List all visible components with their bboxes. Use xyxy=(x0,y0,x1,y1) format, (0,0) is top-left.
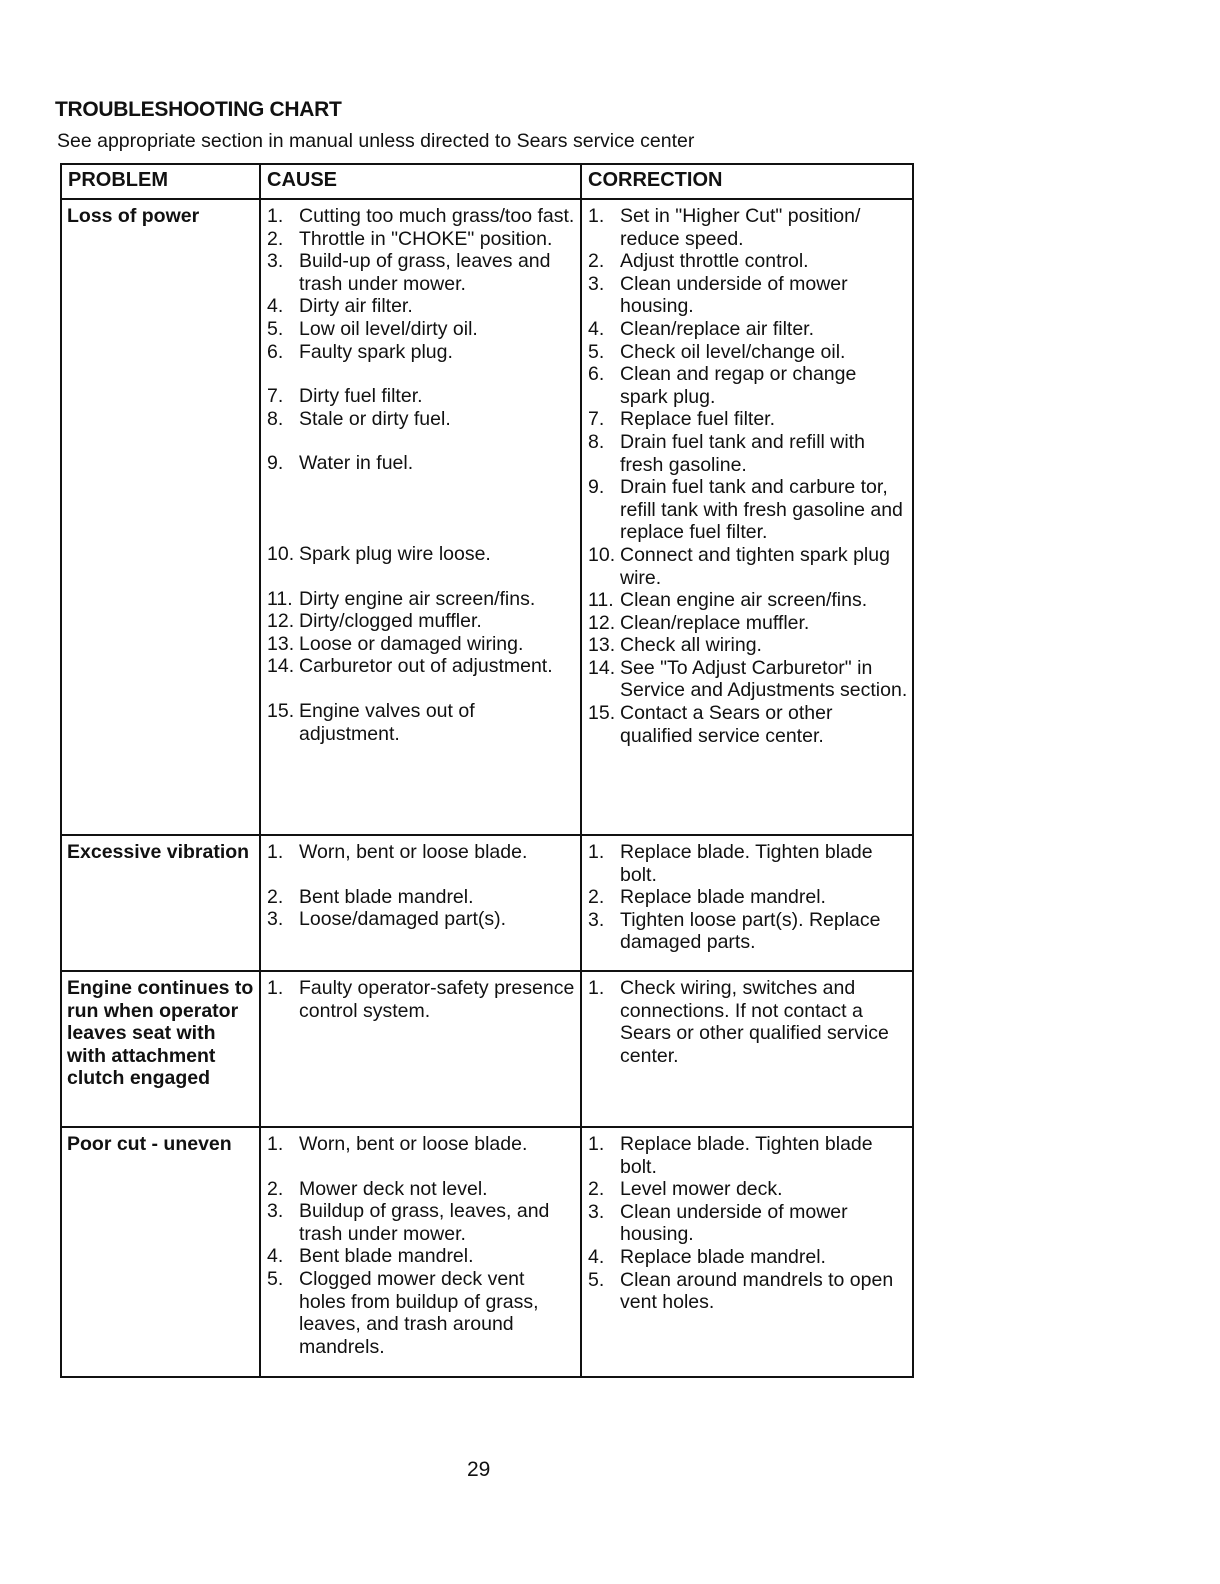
list-item xyxy=(267,908,576,931)
item-text: Cutting too much grass/too fast. xyxy=(299,205,575,227)
item-number: 14. xyxy=(588,656,616,679)
list-item xyxy=(267,318,576,341)
item-number: 1. xyxy=(267,977,284,999)
item-number: 5. xyxy=(588,340,605,363)
item-text: Throttle in "CHOKE" position. xyxy=(299,227,553,250)
list-item xyxy=(588,408,908,431)
item-text: Stale or dirty fuel. xyxy=(299,407,451,430)
item-text: Check oil level/change oil. xyxy=(620,340,846,363)
item-text: Worn, bent or loose blade. xyxy=(299,841,528,863)
item-text: Replace blade. Tighten blade bolt. xyxy=(620,841,873,886)
correction-list xyxy=(588,841,908,954)
header-cause: CAUSE xyxy=(260,164,581,199)
item-number: 4. xyxy=(588,317,605,340)
list-item xyxy=(588,1246,908,1269)
item-number: 2. xyxy=(267,227,284,250)
item-number: 1. xyxy=(588,977,605,999)
item-text: Replace blade mandrel. xyxy=(620,1245,826,1268)
item-number: 3. xyxy=(267,908,284,931)
problem-cell: Poor cut - uneven xyxy=(61,1127,260,1377)
item-number: 1. xyxy=(588,841,605,863)
list-item xyxy=(267,588,576,611)
list-item xyxy=(588,363,908,408)
problem-cell: Engine continues to run when operator leaves seat with with attachment clutch engaged xyxy=(61,971,260,1127)
item-number: 14. xyxy=(267,655,295,678)
item-number: 12. xyxy=(588,611,616,634)
table-row xyxy=(61,971,913,1127)
item-number: 6. xyxy=(588,363,605,386)
item-number: 1. xyxy=(267,205,284,227)
item-text: Clean and regap or change spark plug. xyxy=(620,363,857,408)
item-number: 15. xyxy=(588,702,616,725)
list-item xyxy=(267,1245,576,1268)
item-number: 3. xyxy=(588,272,605,295)
correction-list xyxy=(588,205,908,747)
list-item xyxy=(267,633,576,656)
item-text: Low oil level/dirty oil. xyxy=(299,317,478,340)
item-number: 2. xyxy=(267,885,284,908)
item-text: Contact a Sears or other qualified service center. xyxy=(620,702,833,747)
cause-list xyxy=(267,205,576,745)
item-text: Dirty air filter. xyxy=(299,295,413,318)
item-text: Clean underside of mower housing. xyxy=(620,1200,848,1246)
list-item xyxy=(588,341,908,364)
item-text: Dirty engine air screen/fins. xyxy=(299,587,536,610)
list-item xyxy=(267,1178,576,1201)
item-text: Dirty/clogged muffler. xyxy=(299,610,482,633)
correction-cell xyxy=(581,199,913,835)
chart-title: TROUBLESHOOTING CHART xyxy=(55,98,342,121)
item-number: 13. xyxy=(267,632,295,655)
list-item xyxy=(588,909,908,954)
list-item xyxy=(267,700,576,745)
item-text: Faulty spark plug. xyxy=(299,340,453,363)
item-text: Connect and tighten spark plug wire. xyxy=(620,543,890,589)
item-text: Spark plug wire loose. xyxy=(299,542,491,565)
item-number: 1. xyxy=(588,205,605,227)
correction-list xyxy=(588,1133,908,1314)
item-text: Level mower deck. xyxy=(620,1178,783,1201)
header-row xyxy=(61,164,913,199)
list-item xyxy=(267,385,576,408)
list-item xyxy=(267,250,576,295)
item-text: Check all wiring. xyxy=(620,634,762,657)
list-item xyxy=(267,341,576,364)
item-text: Buildup of grass, leaves, and trash under mower. xyxy=(299,1200,550,1245)
page-number: 29 xyxy=(467,1458,491,1481)
item-text: Replace blade. Tighten blade bolt. xyxy=(620,1133,873,1178)
item-number: 6. xyxy=(267,340,284,363)
list-item xyxy=(588,273,908,318)
table-row xyxy=(61,199,913,835)
cause-cell xyxy=(260,835,581,971)
item-number: 4. xyxy=(267,295,284,318)
list-item xyxy=(267,543,576,566)
list-item xyxy=(267,841,576,864)
item-number: 5. xyxy=(588,1268,605,1291)
item-number: 8. xyxy=(588,430,605,453)
header-problem: PROBLEM xyxy=(61,164,260,199)
list-item xyxy=(267,610,576,633)
list-item xyxy=(588,476,908,544)
item-text: Build-up of grass, leaves and trash under mower. xyxy=(299,250,551,295)
item-number: 5. xyxy=(267,1267,284,1290)
item-number: 9. xyxy=(267,452,284,475)
item-number: 8. xyxy=(267,407,284,430)
item-number: 3. xyxy=(588,1200,605,1223)
list-item xyxy=(267,228,576,251)
item-text: Worn, bent or loose blade. xyxy=(299,1133,528,1155)
cause-list xyxy=(267,841,576,931)
item-number: 11. xyxy=(267,587,293,610)
item-text: Clean/replace air filter. xyxy=(620,317,815,340)
item-number: 3. xyxy=(267,250,284,273)
item-text: Carburetor out of adjustment. xyxy=(299,655,553,678)
cause-cell xyxy=(260,1127,581,1377)
item-number: 2. xyxy=(267,1177,284,1200)
item-number: 2. xyxy=(588,250,605,273)
table-row xyxy=(61,835,913,971)
item-text: Adjust throttle control. xyxy=(620,250,809,273)
item-text: Drain fuel tank and carbure tor, refill tank with fresh gasoline and replace fuel filter. xyxy=(620,476,903,544)
item-number: 7. xyxy=(267,385,284,408)
item-text: Clogged mower deck vent holes from buildup of grass, leaves, and trash around mandrels. xyxy=(299,1267,539,1358)
item-text: Replace blade mandrel. xyxy=(620,886,826,909)
list-item xyxy=(588,886,908,909)
correction-list xyxy=(588,977,908,1067)
correction-cell xyxy=(581,971,913,1127)
item-text: Loose or damaged wiring. xyxy=(299,632,524,655)
item-text: Check wiring, switches and connections. If not contact a Sears or other qualified service center. xyxy=(620,977,889,1067)
list-item xyxy=(588,1269,908,1314)
list-item xyxy=(267,205,576,228)
item-number: 1. xyxy=(588,1133,605,1155)
list-item xyxy=(588,589,908,612)
list-item xyxy=(267,977,576,1022)
problem-cell: Excessive vibration xyxy=(61,835,260,971)
item-number: 15. xyxy=(267,699,295,722)
item-number: 7. xyxy=(588,408,605,431)
item-text: Clean underside of mower housing. xyxy=(620,272,848,318)
item-text: Bent blade mandrel. xyxy=(299,885,474,908)
item-number: 10. xyxy=(588,543,616,566)
list-item xyxy=(588,702,908,747)
list-item xyxy=(588,1178,908,1201)
list-item xyxy=(267,1133,576,1156)
list-item xyxy=(267,452,576,475)
item-text: Mower deck not level. xyxy=(299,1177,488,1200)
item-text: Clean/replace muffler. xyxy=(620,611,810,634)
list-item xyxy=(267,1200,576,1245)
troubleshooting-table xyxy=(60,163,914,1378)
list-item xyxy=(588,841,908,886)
item-text: See "To Adjust Carburetor" in Service and Adjustments section. xyxy=(620,656,908,702)
table-body xyxy=(61,199,913,1377)
correction-cell xyxy=(581,1127,913,1377)
item-text: Loose/damaged part(s). xyxy=(299,908,507,931)
list-item xyxy=(588,250,908,273)
list-item xyxy=(267,886,576,909)
item-text: Tighten loose part(s). Replace damaged parts. xyxy=(620,908,881,954)
item-number: 11. xyxy=(588,589,614,612)
item-number: 5. xyxy=(267,317,284,340)
item-text: Set in "Higher Cut" position/ reduce speed. xyxy=(620,205,861,250)
item-text: Clean engine air screen/fins. xyxy=(620,589,868,612)
item-number: 4. xyxy=(588,1245,605,1268)
list-item xyxy=(588,612,908,635)
header-correction: CORRECTION xyxy=(581,164,913,199)
list-item xyxy=(588,431,908,476)
item-number: 10. xyxy=(267,542,295,565)
list-item xyxy=(588,1201,908,1246)
item-number: 3. xyxy=(267,1200,284,1223)
list-item xyxy=(588,657,908,702)
item-text: Bent blade mandrel. xyxy=(299,1245,474,1268)
item-number: 12. xyxy=(267,610,295,633)
item-text: Clean around mandrels to open vent holes. xyxy=(620,1268,894,1314)
list-item xyxy=(588,544,908,589)
item-text: Engine valves out of adjustment. xyxy=(299,699,475,745)
list-item xyxy=(267,655,576,678)
item-text: Dirty fuel filter. xyxy=(299,385,423,408)
cause-cell xyxy=(260,199,581,835)
list-item xyxy=(588,977,908,1067)
list-item xyxy=(588,634,908,657)
item-number: 13. xyxy=(588,634,616,657)
list-item xyxy=(267,295,576,318)
item-number: 4. xyxy=(267,1245,284,1268)
item-text: Faulty operator-safety presence control system. xyxy=(299,977,575,1022)
problem-cell: Loss of power xyxy=(61,199,260,835)
item-text: Water in fuel. xyxy=(299,452,414,475)
item-number: 2. xyxy=(588,886,605,909)
list-item xyxy=(588,1133,908,1178)
table-row xyxy=(61,1127,913,1377)
item-text: Drain fuel tank and refill with fresh gasoline. xyxy=(620,430,865,476)
item-text: Replace fuel filter. xyxy=(620,408,776,431)
item-number: 1. xyxy=(267,1133,284,1155)
cause-list xyxy=(267,977,576,1022)
cause-cell xyxy=(260,971,581,1127)
list-item xyxy=(588,318,908,341)
item-number: 3. xyxy=(588,908,605,931)
cause-list xyxy=(267,1133,576,1358)
item-number: 9. xyxy=(588,476,605,499)
chart-subtitle: See appropriate section in manual unless directed to Sears service center xyxy=(57,130,695,152)
list-item xyxy=(267,408,576,431)
correction-cell xyxy=(581,835,913,971)
list-item xyxy=(588,205,908,250)
item-number: 2. xyxy=(588,1178,605,1201)
item-number: 1. xyxy=(267,841,284,863)
list-item xyxy=(267,1268,576,1358)
